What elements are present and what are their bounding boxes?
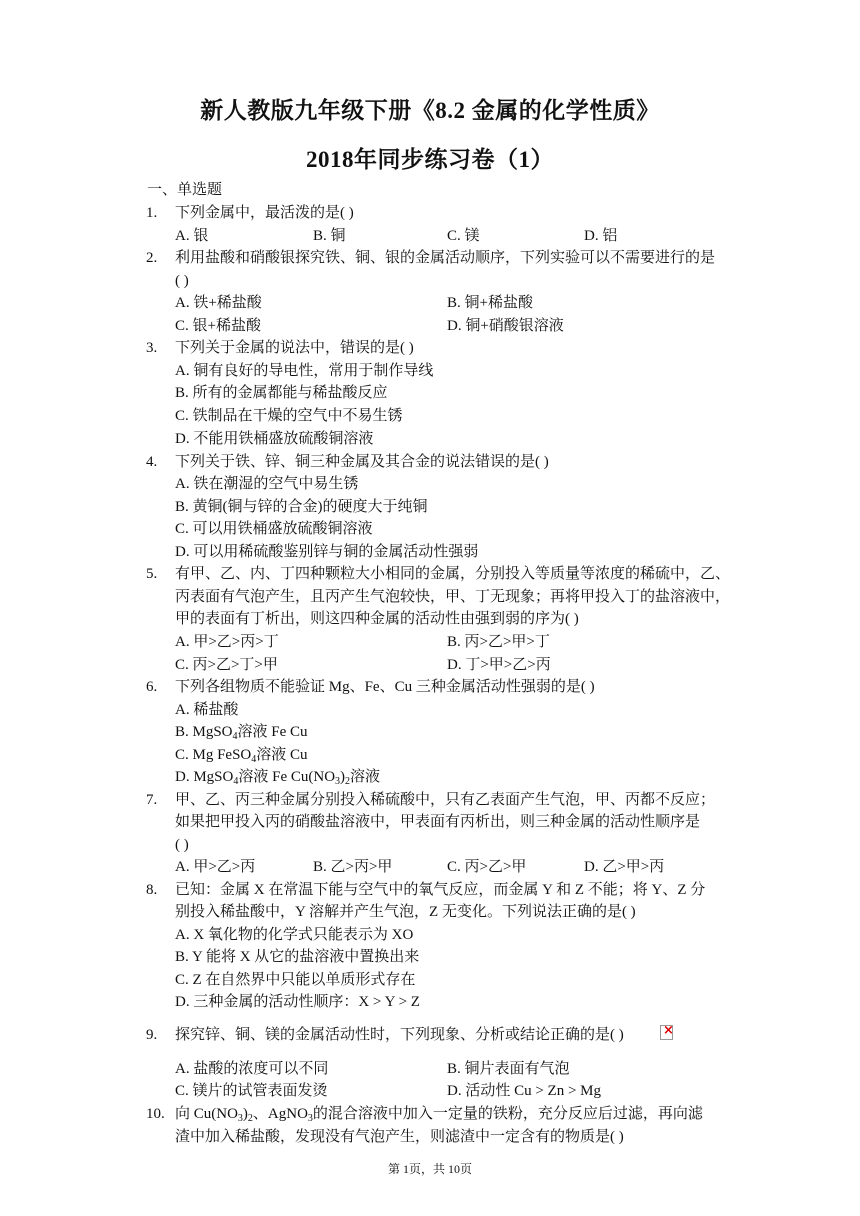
option-d: D. 铝 xyxy=(584,228,618,244)
option-a: A. 稀盐酸 xyxy=(175,702,239,718)
question-number: 8. xyxy=(146,882,158,898)
option-d: D. 乙>甲>丙 xyxy=(584,859,665,875)
option-c: C. 镁 xyxy=(447,228,480,244)
option-c: C. 银+稀盐酸 xyxy=(175,318,261,334)
option-d: D. 活动性 Cu > Zn > Mg xyxy=(447,1083,602,1099)
option-a: A. 铜有良好的导电性，常用于制作导线 xyxy=(175,363,434,379)
option-b: B. 铜+稀盐酸 xyxy=(447,295,533,311)
document-title-line2: 2018年同步练习卷（1） xyxy=(306,147,554,172)
option-a: A. X 氧化物的化学式只能表示为 XO xyxy=(175,927,414,943)
question-stem: 甲、乙、丙三种金属分别投入稀硫酸中，只有乙表面产生气泡，甲、丙都不反应； xyxy=(175,792,716,808)
question-stem: 已知：金属 X 在常温下能与空气中的氧气反应，而金属 Y 和 Z 不能；将 Y、Z 分 xyxy=(175,882,706,898)
question-stem: 下列金属中，最活泼的是( ) xyxy=(175,205,354,221)
question-stem: 别投入稀盐酸中，Y 溶解并产生气泡，Z 无变化。下列说法正确的是( ) xyxy=(175,904,636,920)
option-c: C. Z 在自然界中只能以单质形式存在 xyxy=(175,972,416,988)
question-stem: 甲的表面有丁析出，则这四种金属的活动性由强到弱的序为( ) xyxy=(175,611,579,627)
question-number: 5. xyxy=(146,566,158,582)
option-c: C. 丙>乙>甲 xyxy=(447,859,527,875)
question-number: 7. xyxy=(146,792,158,808)
option-d: D. 丁>甲>乙>丙 xyxy=(447,657,551,673)
question-number: 1. xyxy=(146,205,158,221)
option-d: D. 三种金属的活动性顺序：X > Y > Z xyxy=(175,994,420,1010)
option-b: B. 铜 xyxy=(313,228,346,244)
question-number: 10. xyxy=(146,1106,165,1122)
question-number: 4. xyxy=(146,454,158,470)
option-d: D. 铜+硝酸银溶液 xyxy=(447,318,564,334)
question-stem: 探究锌、铜、镁的金属活动性时，下列现象、分析或结论正确的是( ) xyxy=(175,1027,624,1043)
option-c: C. Mg FeSO$_4$溶液 Cu xyxy=(175,747,308,765)
option-a: A. 盐酸的浓度可以不同 xyxy=(175,1061,329,1077)
question-number: 9. xyxy=(146,1027,158,1043)
question-stem: 利用盐酸和硝酸银探究铁、铜、银的金属活动顺序，下列实验可以不需要进行的是 xyxy=(175,250,716,266)
page-footer: 第 1页，共 10页 xyxy=(387,1162,472,1176)
question-stem: 有甲、乙、内、丁四种颗粒大小相同的金属，分别投入等质量等浓度的稀硫中，乙、 xyxy=(175,566,731,582)
section-heading: 一、单选题 xyxy=(147,182,223,198)
option-a: A. 甲>乙>丙 xyxy=(175,859,256,875)
question-stem: 下列关于铁、锌、铜三种金属及其合金的说法错误的是( ) xyxy=(175,454,549,470)
question-stem: 向 $Cu(NO_3)_2$、AgNO$_3$的混合溶液中加入一定量的铁粉，充分反应后过滤，再向滤 xyxy=(175,1106,703,1124)
option-b: B. 丙>乙>甲>丁 xyxy=(447,634,550,650)
question-stem: 渣中加入稀盐酸，发现没有气泡产生，则滤渣中一定含有的物质是( ) xyxy=(175,1129,624,1145)
option-b: B. 黄铜(铜与锌的合金)的硬度大于纯铜 xyxy=(175,499,428,515)
question-stem: 下列关于金属的说法中，错误的是( ) xyxy=(175,340,414,356)
option-a: A. 银 xyxy=(175,228,209,244)
question-number: 3. xyxy=(146,340,158,356)
option-b: B. Y 能将 X 从它的盐溶液中置换出来 xyxy=(175,949,420,965)
question-stem: ( ) xyxy=(175,837,189,853)
option-a: A. 甲>乙>丙>丁 xyxy=(175,634,279,650)
option-c: C. 镁片的试管表面发烫 xyxy=(175,1083,328,1099)
question-stem: 下列各组物质不能验证 Mg、Fe、Cu 三种金属活动性强弱的是( ) xyxy=(175,679,595,695)
option-a: A. 铁+稀盐酸 xyxy=(175,295,262,311)
option-d: D. 不能用铁桶盛放硫酸铜溶液 xyxy=(175,431,374,447)
broken-image-icon xyxy=(660,1025,673,1040)
option-b: B. 乙>丙>甲 xyxy=(313,859,393,875)
option-b: B. MgSO$_4$溶液 Fe Cu xyxy=(175,724,308,742)
question-number: 6. xyxy=(146,679,158,695)
option-b: B. 所有的金属都能与稀盐酸反应 xyxy=(175,385,388,401)
question-number: 2. xyxy=(146,250,158,266)
option-b: B. 铜片表面有气泡 xyxy=(447,1061,570,1077)
question-stem: ( ) xyxy=(175,273,189,289)
option-c: C. 丙>乙>丁>甲 xyxy=(175,657,278,673)
question-stem: 如果把甲投入丙的硝酸盐溶液中，甲表面有丙析出，则三种金属的活动性顺序是 xyxy=(175,814,701,830)
option-d: D. 可以用稀硫酸鉴别锌与铜的金属活动性强弱 xyxy=(175,544,479,560)
option-c: C. 铁制品在干燥的空气中不易生锈 xyxy=(175,408,403,424)
option-c: C. 可以用铁桶盛放硫酸铜溶液 xyxy=(175,521,373,537)
question-stem: 丙表面有气泡产生，且丙产生气泡较快，甲、丁无现象；再将甲投入丁的盐溶液中， xyxy=(175,589,731,605)
document-title-line1: 新人教版九年级下册《8.2 金属的化学性质》 xyxy=(200,98,660,123)
option-a: A. 铁在潮湿的空气中易生锈 xyxy=(175,476,359,492)
option-d: D. MgSO$_4$溶液 Fe $Cu(NO_3)_2$溶液 xyxy=(175,769,381,787)
